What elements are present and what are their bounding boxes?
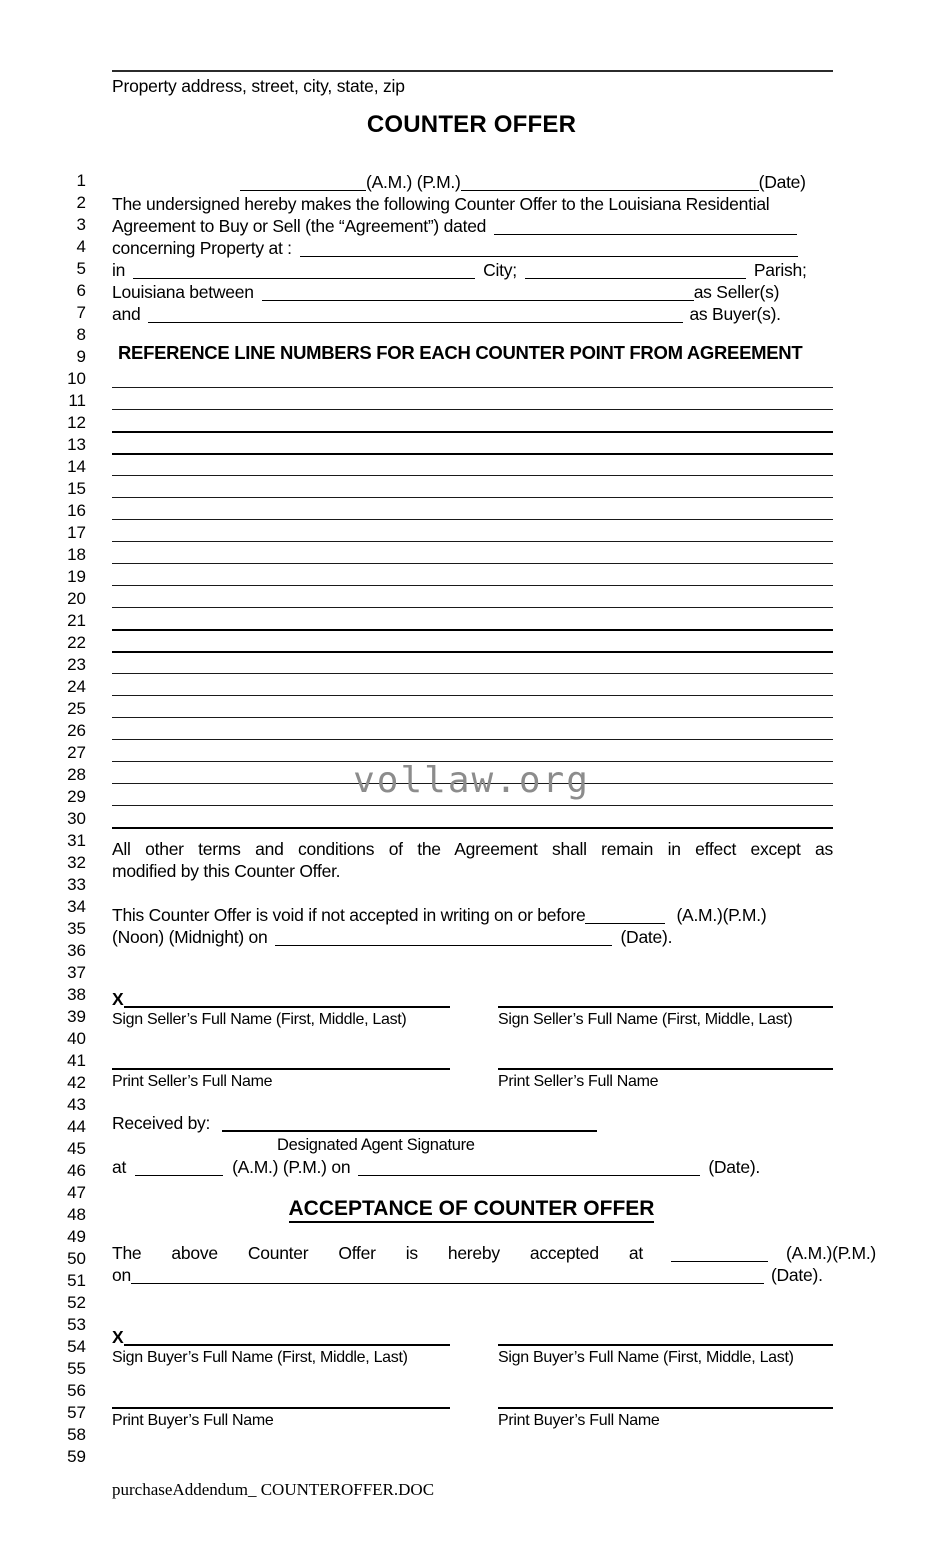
line-number-43: 43 bbox=[67, 1095, 86, 1114]
writing-rule-line-13[interactable] bbox=[112, 453, 833, 455]
writing-rule-line-17[interactable] bbox=[112, 541, 833, 542]
line-number-35: 35 bbox=[67, 919, 86, 938]
line-number-14: 14 bbox=[67, 457, 86, 476]
line-number-13: 13 bbox=[67, 435, 86, 454]
line-5-city-parish bbox=[112, 260, 833, 280]
line-45-received-by bbox=[112, 1113, 833, 1133]
received-by-label: Received by: bbox=[112, 1113, 211, 1133]
line-number-36: 36 bbox=[67, 941, 86, 960]
seller-signature-line-left[interactable] bbox=[124, 1006, 450, 1008]
line-number-47: 47 bbox=[67, 1183, 86, 1202]
line6-label: Louisiana between bbox=[112, 282, 254, 302]
line-number-7: 7 bbox=[76, 303, 86, 322]
site-watermark: vollaw.org bbox=[353, 760, 590, 801]
line-number-3: 3 bbox=[76, 215, 86, 234]
line-number-29: 29 bbox=[67, 787, 86, 806]
received-date-field[interactable] bbox=[358, 1160, 700, 1176]
line-number-11: 11 bbox=[68, 391, 86, 410]
acceptance-word: accepted bbox=[529, 1243, 599, 1263]
parish-label: Parish; bbox=[753, 260, 807, 280]
writing-rule-line-26[interactable] bbox=[112, 739, 833, 740]
writing-rule-line-18[interactable] bbox=[112, 563, 833, 564]
void-time-field[interactable] bbox=[585, 908, 665, 924]
line-number-15: 15 bbox=[67, 479, 86, 498]
property-address-field[interactable] bbox=[300, 241, 798, 257]
parish-field[interactable] bbox=[525, 263, 746, 279]
agreement-date-field[interactable] bbox=[494, 219, 797, 235]
line1-date-label: (Date) bbox=[758, 172, 806, 192]
reference-lines-heading: REFERENCE LINE NUMBERS FOR EACH COUNTER POINT FROM AGREEMENT bbox=[118, 342, 803, 363]
void-date-label: (Date). bbox=[620, 927, 673, 947]
received-time-field[interactable] bbox=[135, 1160, 223, 1176]
line-3-agreement-dated bbox=[112, 216, 833, 236]
line-number-51: 51 bbox=[67, 1271, 86, 1290]
line-number-55: 55 bbox=[67, 1359, 86, 1378]
line-4-property bbox=[112, 238, 833, 258]
property-address-caption: Property address, street, city, state, zip bbox=[112, 76, 405, 96]
line-number-57: 57 bbox=[67, 1403, 86, 1422]
line-number-48: 48 bbox=[67, 1205, 86, 1224]
acceptance-word: Counter bbox=[247, 1243, 309, 1263]
line-number-27: 27 bbox=[67, 743, 86, 762]
line-number-32: 32 bbox=[67, 853, 86, 872]
seller-suffix-label: as Seller(s) bbox=[693, 282, 780, 302]
line-number-19: 19 bbox=[67, 567, 86, 586]
line-number-2: 2 bbox=[76, 193, 86, 212]
line-number-40: 40 bbox=[67, 1029, 86, 1048]
line-number-8: 8 bbox=[76, 325, 86, 344]
line7-label: and bbox=[112, 304, 141, 324]
buyer-signature-line-right[interactable] bbox=[498, 1344, 833, 1346]
writing-rule-line-20[interactable] bbox=[112, 607, 833, 608]
buyer-print-line-right[interactable] bbox=[498, 1407, 833, 1409]
seller-signature-x-mark-left: X bbox=[112, 989, 124, 1009]
header-divider-rule bbox=[112, 70, 833, 72]
buyer-signature-line-left[interactable] bbox=[124, 1344, 450, 1346]
at-label: at bbox=[112, 1157, 127, 1177]
line-number-46: 46 bbox=[67, 1161, 86, 1180]
line-1-datetime bbox=[112, 172, 833, 192]
line-7-buyers bbox=[112, 304, 833, 324]
acceptance-date-field[interactable] bbox=[131, 1268, 764, 1284]
city-field[interactable] bbox=[133, 263, 475, 279]
writing-rule-line-24[interactable] bbox=[112, 695, 833, 696]
line-33-terms: modified by this Counter Offer. bbox=[112, 861, 341, 881]
buyer-print-caption-right: Print Buyer’s Full Name bbox=[498, 1412, 660, 1429]
line-number-26: 26 bbox=[67, 721, 86, 740]
line-2-text: The undersigned hereby makes the following Counter Offer to the Louisiana Residential bbox=[112, 194, 770, 214]
received-ampm-label: (A.M.) (P.M.) on bbox=[232, 1157, 351, 1177]
buyer-print-caption-left: Print Buyer’s Full Name bbox=[112, 1412, 274, 1429]
seller-sign-caption-left: Sign Seller’s Full Name (First, Middle, Last) bbox=[112, 1011, 407, 1028]
line3-label: Agreement to Buy or Sell (the “Agreement”) dated bbox=[112, 216, 487, 236]
writing-rule-line-23[interactable] bbox=[112, 673, 833, 674]
acceptance-time-field[interactable] bbox=[671, 1246, 768, 1262]
line5-in-label: in bbox=[112, 260, 126, 280]
buyer-signature-x-mark-left: X bbox=[112, 1327, 124, 1347]
seller-print-line-left[interactable] bbox=[112, 1068, 450, 1070]
line-number-44: 44 bbox=[67, 1117, 86, 1136]
writing-rule-line-12[interactable] bbox=[112, 431, 833, 433]
date-blank-field[interactable] bbox=[461, 175, 759, 191]
seller-print-caption-right: Print Seller’s Full Name bbox=[498, 1073, 659, 1090]
buyer-sign-caption-right: Sign Buyer’s Full Name (First, Middle, Last) bbox=[498, 1349, 794, 1366]
line-6-sellers bbox=[112, 282, 833, 302]
line-number-37: 37 bbox=[67, 963, 86, 982]
void-ampm-label: (A.M.)(P.M.) bbox=[676, 905, 767, 925]
line-number-38: 38 bbox=[67, 985, 86, 1004]
line-number-41: 41 bbox=[67, 1051, 86, 1070]
writing-rule-line-28[interactable] bbox=[112, 783, 833, 784]
writing-rule-line-10[interactable] bbox=[112, 387, 833, 388]
footer-filename: purchaseAddendum_ COUNTEROFFER.DOC bbox=[112, 1480, 435, 1499]
buyer-print-line-left[interactable] bbox=[112, 1407, 450, 1409]
acceptance-heading bbox=[0, 1197, 943, 1224]
line-number-34: 34 bbox=[67, 897, 86, 916]
buyer-names-field[interactable] bbox=[148, 307, 683, 323]
line-51-accepted bbox=[112, 1243, 877, 1263]
line-number-16: 16 bbox=[67, 501, 86, 520]
line4-label: concerning Property at : bbox=[112, 238, 292, 258]
writing-rule-line-25[interactable] bbox=[112, 717, 833, 718]
agent-signature-field[interactable] bbox=[222, 1115, 597, 1132]
acceptance-ampm-label: (A.M.)(P.M.) bbox=[786, 1243, 877, 1263]
line-number-33: 33 bbox=[67, 875, 86, 894]
acceptance-on-label: on bbox=[112, 1265, 131, 1285]
buyer-suffix-label: as Buyer(s). bbox=[689, 304, 781, 324]
line-number-23: 23 bbox=[67, 655, 86, 674]
designated-agent-caption: Designated Agent Signature bbox=[277, 1136, 475, 1154]
seller-print-line-right[interactable] bbox=[498, 1068, 833, 1070]
acceptance-word: at bbox=[628, 1243, 643, 1263]
line-number-42: 42 bbox=[67, 1073, 86, 1092]
writing-rule-line-16[interactable] bbox=[112, 519, 833, 520]
line-number-12: 12 bbox=[67, 413, 86, 432]
acceptance-sentence bbox=[112, 1243, 671, 1263]
writing-rule-line-21[interactable] bbox=[112, 629, 833, 631]
line-number-18: 18 bbox=[67, 545, 86, 564]
acceptance-date-label: (Date). bbox=[770, 1265, 823, 1285]
line-number-25: 25 bbox=[67, 699, 86, 718]
line-number-17: 17 bbox=[67, 523, 86, 542]
line-number-21: 21 bbox=[67, 611, 86, 630]
seller-sign-caption-right: Sign Seller’s Full Name (First, Middle, Last) bbox=[498, 1011, 793, 1028]
writing-rule-line-22[interactable] bbox=[112, 651, 833, 653]
line1-ampm-label: (A.M.) (P.M.) bbox=[366, 172, 461, 192]
line-number-5: 5 bbox=[76, 259, 86, 278]
line-number-31: 31 bbox=[67, 831, 86, 850]
writing-rule-line-14[interactable] bbox=[112, 475, 833, 476]
acceptance-heading-text: ACCEPTANCE OF COUNTER OFFER bbox=[289, 1197, 655, 1223]
line-number-39: 39 bbox=[67, 1007, 86, 1026]
line-number-28: 28 bbox=[67, 765, 86, 784]
line-52-acceptance-date bbox=[112, 1265, 833, 1285]
line-number-45: 45 bbox=[67, 1139, 86, 1158]
line-number-10: 10 bbox=[67, 369, 86, 388]
line-number-56: 56 bbox=[67, 1381, 86, 1400]
line-32-terms: All other terms and conditions of the Agreement shall remain in effect except as bbox=[112, 839, 833, 859]
seller-print-caption-left: Print Seller’s Full Name bbox=[112, 1073, 273, 1090]
line-number-9: 9 bbox=[76, 347, 86, 366]
writing-rule-line-15[interactable] bbox=[112, 497, 833, 498]
acceptance-word: is bbox=[405, 1243, 418, 1263]
acceptance-word: above bbox=[171, 1243, 218, 1263]
line-number-1: 1 bbox=[76, 171, 86, 190]
time-blank-field[interactable] bbox=[240, 175, 366, 191]
line-number-53: 53 bbox=[67, 1315, 86, 1334]
line-number-58: 58 bbox=[67, 1425, 86, 1444]
line-number-50: 50 bbox=[67, 1249, 86, 1268]
line-36-void-date bbox=[112, 927, 833, 947]
line-47-received-time bbox=[112, 1157, 833, 1177]
line-number-52: 52 bbox=[67, 1293, 86, 1312]
line-number-6: 6 bbox=[76, 281, 86, 300]
city-label: City; bbox=[483, 260, 517, 280]
line-number-20: 20 bbox=[67, 589, 86, 608]
seller-names-field[interactable] bbox=[262, 285, 694, 301]
line-number-24: 24 bbox=[67, 677, 86, 696]
line-number-22: 22 bbox=[67, 633, 86, 652]
acceptance-word: Offer bbox=[338, 1243, 376, 1263]
line-number-54: 54 bbox=[67, 1337, 86, 1356]
line-number-4: 4 bbox=[76, 237, 86, 256]
writing-rule-line-11[interactable] bbox=[112, 409, 833, 410]
void-date-field[interactable] bbox=[275, 930, 612, 946]
writing-rule-line-19[interactable] bbox=[112, 585, 833, 586]
line-35-void-clause bbox=[112, 905, 833, 925]
noon-midnight-label: (Noon) (Midnight) on bbox=[112, 927, 268, 947]
received-date-label: (Date). bbox=[708, 1157, 761, 1177]
writing-rule-line-27[interactable] bbox=[112, 761, 833, 762]
void-clause-label: This Counter Offer is void if not accepted in writing on or before bbox=[112, 905, 586, 925]
page-title: COUNTER OFFER bbox=[366, 111, 577, 138]
writing-rule-line-29[interactable] bbox=[112, 805, 833, 806]
acceptance-word: The bbox=[112, 1243, 142, 1263]
line-number-59: 59 bbox=[67, 1447, 86, 1466]
buyer-sign-caption-left: Sign Buyer’s Full Name (First, Middle, Last) bbox=[112, 1349, 408, 1366]
acceptance-word: hereby bbox=[447, 1243, 500, 1263]
line-number-49: 49 bbox=[67, 1227, 86, 1246]
writing-rule-line-30[interactable] bbox=[112, 827, 833, 829]
seller-signature-line-right[interactable] bbox=[498, 1006, 833, 1008]
line-number-30: 30 bbox=[67, 809, 86, 828]
